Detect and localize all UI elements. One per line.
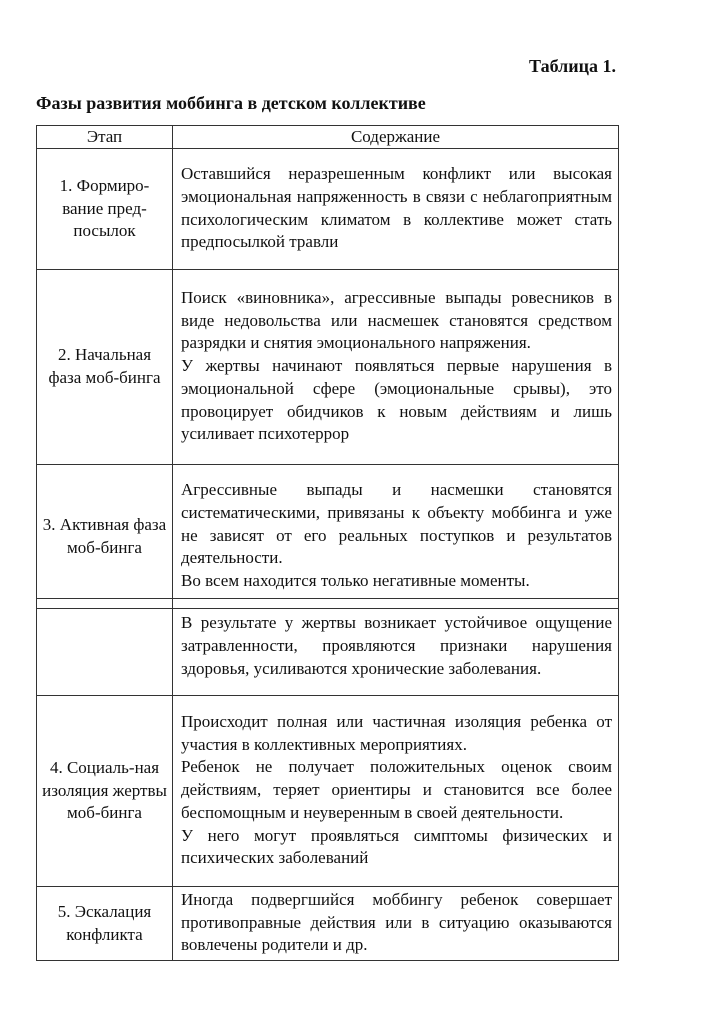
mobbing-phases-table-continued	[36, 598, 619, 961]
content-paragraph: У него могут проявляться симптомы физических и психических заболеваний	[181, 825, 612, 868]
table-header-row	[37, 126, 619, 149]
content-paragraph: В результате у жертвы возникает устойчивое ощущение затравленности, проявляются признаки нарушения здоровья, усиливаются хронические заболевания.	[181, 613, 612, 678]
table-row	[37, 599, 619, 696]
column-header-stage: Этап	[37, 126, 173, 149]
content-cell	[173, 696, 619, 887]
stage-cell: 2. Начальная фаза моб-бинга	[37, 270, 173, 465]
stage-cell: 1. Формиро-вание пред-посылок	[37, 149, 173, 270]
stage-cell	[37, 599, 173, 696]
content-paragraph: Ребенок не получает положительных оценок своим действиям, теряет ориентиры и становится все более беспомощным и неуверенным в своей деятельности.	[181, 757, 612, 822]
content-cell	[173, 599, 619, 696]
stage-cell: 3. Активная фаза моб-бинга	[37, 465, 173, 609]
content-cell	[173, 465, 619, 609]
content-paragraph: У жертвы начинают появляться первые нарушения в эмоциональной сфере (эмоциональные срывы), это провоцирует обидчиков к новым действиям и лишь усиливает психотеррор	[181, 356, 612, 444]
mobbing-phases-table	[36, 125, 619, 609]
stage-cell: 5. Эскалация конфликта	[37, 887, 173, 961]
content-paragraph: Иногда подвергшийся моббингу ребенок совершает противоправные действия или в ситуацию оказываются вовлечены родители и др.	[181, 889, 612, 955]
content-paragraph: Поиск «виновника», агрессивные выпады ровесников в виде недовольства или насмешек становятся средством разрядки и снятия эмоционального напряжения.	[181, 288, 612, 353]
content-cell	[173, 887, 619, 961]
table-row	[37, 270, 619, 465]
content-cell	[173, 149, 619, 270]
content-paragraph: Оставшийся неразрешенным конфликт или высокая эмоциональная напряженность в связи с неблагоприятным психологическим климатом в коллективе может стать предпосылкой травли	[181, 164, 612, 252]
table-row	[37, 465, 619, 609]
table-title: Фазы развития моббинга в детском коллективе	[36, 93, 426, 113]
content-paragraph: Во всем находится только негативные моменты.	[181, 571, 530, 591]
content-cell	[173, 270, 619, 465]
content-paragraph: Агрессивные выпады и насмешки становятся систематическими, привязаны к объекту моббинга и уже не зависят от его реальных поступков и результатов деятельности.	[181, 480, 612, 568]
table-row	[37, 149, 619, 270]
stage-cell: 4. Социаль-ная изоляция жертвы моб-бинга	[37, 696, 173, 887]
table-row	[37, 696, 619, 887]
content-paragraph: Происходит полная или частичная изоляция ребенка от участия в коллективных мероприятиях.	[181, 712, 612, 754]
column-header-content: Содержание	[173, 126, 619, 149]
table-number: Таблица 1.	[529, 56, 616, 76]
table-row	[37, 887, 619, 961]
